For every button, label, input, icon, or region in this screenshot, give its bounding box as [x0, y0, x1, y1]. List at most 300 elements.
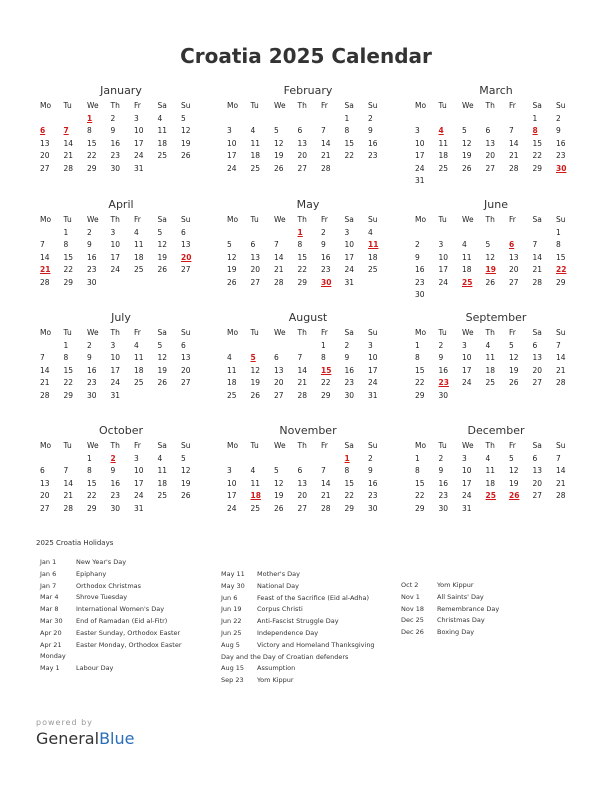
day-cell: 7 [321, 466, 326, 475]
weekday-label: Mo [40, 328, 52, 337]
holiday-row [401, 604, 499, 616]
holiday-name: Shrove Tuesday [76, 593, 128, 602]
day-cell: 18 [157, 138, 168, 148]
empty-cell [64, 453, 88, 466]
day-cell: 13 [181, 240, 191, 249]
day-cell: 24 [462, 491, 472, 500]
day-cell: 26 [509, 378, 519, 387]
day-cell: 9 [368, 126, 373, 135]
day-cell: 23 [368, 491, 378, 500]
empty-cell [274, 453, 298, 466]
weekday-label: Sa [532, 101, 542, 110]
day-cell: 29 [344, 503, 355, 513]
day-cell: 10 [462, 353, 472, 362]
holiday-name: National Day [257, 581, 299, 590]
day-cell: 25 [157, 491, 168, 500]
holiday-name: Christmas Day [437, 616, 485, 625]
holiday-name: Orthodox Christmas [76, 581, 142, 590]
day-cell: 21 [556, 478, 566, 488]
day-cell: 7 [40, 240, 45, 249]
weekday-label: Su [181, 441, 191, 450]
day-cell: 11 [462, 252, 472, 262]
empty-cell [415, 113, 439, 126]
day-cell: 6 [40, 466, 45, 475]
holiday-day-cell: 1 [87, 113, 93, 123]
day-cell: 9 [368, 466, 373, 475]
day-cell: 18 [250, 151, 261, 160]
month-may [227, 197, 389, 289]
day-cell: 11 [157, 126, 168, 135]
day-cell: 12 [509, 353, 519, 362]
month-name: January [100, 84, 142, 97]
holiday-day-cell: 19 [485, 265, 496, 274]
day-cell: 29 [532, 163, 543, 173]
day-cell: 8 [556, 240, 561, 249]
holiday-day-cell: 6 [40, 126, 46, 135]
day-cell: 3 [462, 453, 467, 463]
holiday-day-cell: 2 [110, 453, 116, 463]
holiday-day-cell: 1 [344, 453, 350, 463]
weekday-label: Mo [227, 441, 239, 450]
day-cell: 31 [462, 503, 472, 513]
day-cell: 25 [438, 163, 449, 173]
day-cell: 28 [63, 163, 74, 173]
day-cell: 24 [110, 265, 121, 274]
day-cell: 19 [157, 365, 168, 375]
day-cell: 12 [485, 252, 496, 262]
day-cell: 29 [63, 390, 74, 400]
day-cell: 14 [509, 138, 519, 148]
holiday-name: Victory and Homeland Thanksgiving [257, 640, 375, 649]
day-cell: 19 [462, 151, 472, 160]
weekday-label: Fr [321, 215, 328, 224]
holiday-date: Sep 23 [221, 676, 244, 685]
day-cell: 27 [181, 265, 191, 274]
holiday-date: Jan 1 [40, 558, 57, 566]
day-cell: 7 [321, 126, 326, 135]
holiday-date: May 11 [221, 570, 245, 578]
day-cell: 13 [509, 252, 519, 262]
weekday-label: Sa [532, 328, 542, 337]
holiday-name: Yom Kippur [257, 676, 294, 685]
day-cell: 10 [134, 466, 144, 475]
day-cell: 6 [274, 353, 279, 362]
day-cell: 2 [438, 453, 444, 463]
day-cell: 20 [274, 378, 284, 387]
holiday-date: Jun 19 [221, 605, 242, 614]
empty-cell [40, 227, 64, 240]
day-cell: 10 [110, 240, 121, 249]
day-cell: 25 [134, 265, 144, 274]
day-cell: 13 [485, 138, 496, 148]
day-cell: 24 [368, 378, 378, 387]
day-cell: 24 [415, 163, 425, 173]
day-cell: 14 [321, 138, 331, 148]
day-cell: 14 [40, 365, 50, 375]
day-cell: 6 [532, 340, 538, 350]
empty-cell [274, 227, 298, 240]
day-cell: 23 [87, 378, 97, 387]
day-cell: 26 [485, 277, 496, 287]
empty-cell [415, 227, 439, 240]
day-cell: 28 [509, 163, 519, 173]
day-cell: 8 [63, 240, 69, 249]
day-cell: 29 [415, 390, 425, 400]
day-cell: 23 [415, 277, 425, 287]
holiday-day-cell: 30 [321, 277, 332, 287]
day-cell: 30 [110, 503, 121, 513]
weekday-label: Su [556, 441, 566, 450]
day-cell: 31 [368, 390, 378, 400]
day-cell: 15 [87, 478, 97, 488]
holiday-name: Corpus Christi [257, 605, 303, 614]
day-cell: 16 [438, 365, 449, 375]
month-days-grid [415, 327, 577, 402]
weekday-label: Tu [63, 215, 72, 224]
day-cell: 7 [509, 126, 514, 135]
day-cell: 10 [227, 478, 237, 488]
day-cell: 23 [438, 491, 449, 500]
day-cell: 13 [532, 353, 543, 362]
weekday-label: Sa [344, 101, 354, 110]
day-cell: 11 [438, 138, 449, 148]
day-cell: 2 [415, 240, 420, 249]
day-cell: 27 [297, 163, 308, 173]
weekday-label: Tu [438, 328, 447, 337]
holiday-row [221, 616, 375, 628]
day-cell: 21 [40, 378, 50, 387]
day-cell: 9 [438, 353, 444, 362]
weekday-label: Sa [344, 328, 354, 337]
day-cell: 31 [415, 176, 425, 185]
weekday-label: We [462, 441, 474, 450]
day-cell: 5 [157, 227, 163, 237]
generalblue-logo [36, 718, 134, 748]
day-cell: 12 [462, 138, 472, 148]
month-days-grid [40, 214, 202, 289]
day-cell: 18 [134, 365, 144, 375]
day-cell: 24 [227, 503, 237, 513]
day-cell: 8 [87, 126, 92, 135]
day-cell: 21 [556, 365, 566, 375]
weekday-label: Mo [40, 101, 52, 110]
day-cell: 23 [344, 378, 355, 387]
weekday-label: Mo [40, 441, 52, 450]
day-cell: 17 [110, 252, 121, 262]
day-cell: 28 [297, 390, 308, 400]
day-cell: 15 [297, 252, 308, 262]
day-cell: 1 [321, 340, 326, 350]
day-cell: 20 [532, 478, 543, 488]
day-cell: 30 [87, 277, 97, 287]
holiday-date: Jun 22 [221, 617, 242, 626]
weekday-label: Fr [134, 441, 141, 450]
day-cell: 15 [63, 252, 74, 262]
day-cell: 27 [532, 378, 543, 387]
holiday-row [40, 616, 182, 628]
holiday-day-cell: 18 [250, 491, 261, 500]
day-cell: 5 [485, 240, 491, 249]
day-cell: 4 [157, 113, 163, 123]
holiday-day-cell: 23 [438, 378, 449, 387]
day-cell: 11 [250, 138, 261, 148]
holiday-name: Easter Sunday, Orthodox Easter [76, 628, 181, 637]
day-cell: 26 [181, 491, 191, 500]
day-cell: 24 [134, 151, 144, 160]
day-cell: 14 [297, 365, 308, 375]
day-cell: 13 [40, 478, 50, 488]
weekday-label: We [87, 328, 99, 337]
day-cell: 22 [63, 265, 74, 274]
day-cell: 10 [134, 126, 144, 135]
day-cell: 16 [368, 138, 378, 148]
day-cell: 7 [556, 340, 561, 350]
holiday-row [401, 580, 499, 592]
weekday-label: Th [110, 101, 120, 110]
month-days-grid [227, 214, 389, 289]
day-cell: 30 [368, 503, 378, 513]
holiday-row [40, 604, 182, 616]
holiday-row [40, 628, 182, 640]
day-cell: 25 [157, 151, 168, 160]
holiday-date: Nov 1 [401, 592, 420, 601]
empty-cell [227, 453, 251, 466]
day-cell: 20 [297, 491, 308, 500]
weekday-label: Tu [250, 441, 259, 450]
day-cell: 7 [556, 453, 561, 463]
holiday-date: Jun 6 [221, 593, 238, 602]
day-cell: 27 [532, 491, 543, 500]
day-cell: 7 [297, 353, 303, 362]
day-cell: 20 [297, 151, 308, 160]
weekday-label: We [462, 328, 474, 337]
day-cell: 7 [63, 466, 69, 475]
day-cell: 1 [415, 453, 420, 463]
day-cell: 9 [556, 126, 561, 135]
day-cell: 6 [297, 466, 303, 475]
holiday-date: Aug 5 [221, 640, 240, 649]
day-cell: 17 [227, 491, 237, 500]
day-cell: 11 [134, 353, 144, 362]
day-cell: 12 [274, 138, 284, 148]
day-cell: 26 [157, 265, 168, 274]
day-cell: 20 [250, 265, 261, 274]
day-cell: 28 [556, 491, 566, 500]
empty-cell [274, 113, 298, 126]
empty-cell [298, 113, 322, 126]
day-cell: 30 [87, 390, 97, 400]
day-cell: 17 [344, 252, 355, 262]
holiday-name: Yom Kippur [437, 581, 474, 589]
day-cell: 10 [227, 138, 237, 148]
weekday-label: We [274, 101, 286, 110]
day-cell: 3 [134, 453, 139, 463]
month-december [415, 423, 577, 515]
page-title: Croatia 2025 Calendar [180, 44, 432, 68]
day-cell: 27 [250, 277, 261, 287]
day-cell: 1 [87, 453, 92, 463]
weekday-label: Su [181, 328, 191, 337]
weekday-label: We [274, 441, 286, 450]
day-cell: 8 [415, 353, 420, 362]
day-cell: 10 [110, 353, 121, 362]
day-cell: 21 [532, 265, 543, 274]
holiday-row [40, 640, 182, 652]
day-cell: 9 [87, 240, 92, 249]
weekday-label: Tu [250, 328, 259, 337]
empty-cell [321, 113, 345, 126]
day-cell: 25 [368, 265, 378, 274]
day-cell: 7 [274, 240, 279, 249]
holiday-name: Assumption [257, 664, 296, 673]
weekday-label: We [462, 215, 474, 224]
holidays-column [40, 557, 182, 675]
weekday-label: Tu [438, 215, 447, 224]
day-cell: 18 [157, 478, 168, 488]
holiday-date: Mar 8 [40, 605, 59, 614]
weekday-label: Tu [63, 101, 72, 110]
weekday-label: Tu [63, 328, 72, 337]
weekday-label: Su [181, 101, 191, 110]
empty-cell [486, 113, 510, 126]
day-cell: 25 [250, 163, 261, 173]
month-name: March [479, 84, 513, 97]
day-cell: 14 [556, 353, 566, 362]
empty-cell [509, 113, 533, 126]
holiday-date: May 30 [221, 581, 245, 590]
weekday-label: Fr [509, 441, 516, 450]
day-cell: 18 [438, 151, 449, 160]
weekday-label: Sa [157, 328, 167, 337]
day-cell: 27 [40, 163, 50, 173]
weekday-label: Tu [438, 101, 447, 110]
holiday-date: Apr 21 [40, 640, 62, 649]
day-cell: 4 [134, 227, 139, 237]
holiday-name: Independence Day [257, 628, 319, 637]
day-cell: 4 [250, 466, 256, 475]
day-cell: 3 [344, 227, 350, 237]
weekday-label: Sa [344, 215, 354, 224]
day-cell: 25 [250, 503, 261, 513]
month-april [40, 197, 202, 289]
day-cell: 10 [415, 138, 425, 148]
day-cell: 22 [344, 491, 355, 500]
empty-cell [40, 453, 64, 466]
day-cell: 4 [485, 453, 491, 463]
holiday-day-cell: 22 [556, 265, 567, 274]
month-name: July [111, 311, 131, 324]
holiday-date: Apr 20 [40, 628, 62, 637]
day-cell: 31 [134, 163, 144, 173]
day-cell: 11 [485, 353, 496, 362]
day-cell: 20 [181, 365, 191, 375]
day-cell: 16 [87, 252, 97, 262]
day-cell: 1 [556, 227, 561, 237]
day-cell: 27 [274, 390, 284, 400]
holiday-day-cell: 26 [509, 491, 520, 500]
weekday-label: We [87, 101, 99, 110]
empty-cell [251, 227, 275, 240]
day-cell: 10 [368, 353, 378, 362]
weekday-label: Th [485, 441, 495, 450]
holiday-name: End of Ramadan (Eid al-Fitr) [76, 616, 168, 625]
day-cell: 10 [438, 252, 449, 262]
day-cell: 12 [250, 365, 261, 375]
day-cell: 31 [110, 390, 121, 400]
day-cell: 16 [438, 478, 449, 488]
holiday-name: Boxing Day [437, 628, 475, 637]
day-cell: 14 [40, 252, 50, 262]
weekday-label: We [87, 441, 99, 450]
day-cell: 11 [157, 466, 168, 475]
day-cell: 18 [368, 252, 378, 262]
weekday-label: Sa [344, 441, 354, 450]
day-cell: 3 [110, 340, 116, 350]
day-cell: 22 [532, 151, 543, 160]
weekday-label: Th [110, 215, 120, 224]
day-cell: 9 [110, 466, 116, 475]
day-cell: 15 [344, 138, 355, 148]
month-name: October [98, 424, 144, 437]
day-cell: 12 [181, 466, 191, 475]
day-cell: 9 [438, 466, 444, 475]
holiday-day-cell: 21 [40, 265, 51, 274]
holiday-date: May 1 [40, 664, 60, 673]
day-cell: 29 [87, 503, 97, 513]
day-cell: 17 [462, 478, 472, 488]
day-cell: 27 [509, 277, 519, 287]
day-cell: 1 [344, 113, 350, 123]
day-cell: 23 [556, 151, 566, 160]
day-cell: 5 [274, 126, 279, 135]
powered-by-text: powered by [36, 718, 93, 727]
day-cell: 4 [368, 227, 373, 237]
day-cell: 13 [40, 138, 50, 148]
day-cell: 9 [87, 353, 92, 362]
day-cell: 21 [63, 491, 74, 500]
day-cell: 20 [40, 151, 50, 160]
day-cell: 6 [532, 453, 538, 463]
day-cell: 31 [134, 503, 144, 513]
day-cell: 22 [321, 378, 331, 387]
day-cell: 20 [485, 151, 496, 160]
weekday-label: Mo [227, 328, 239, 337]
day-cell: 27 [297, 503, 308, 513]
day-cell: 8 [297, 240, 303, 249]
day-cell: 9 [110, 126, 116, 135]
holiday-date: Monday [40, 652, 66, 661]
day-cell: 19 [181, 478, 191, 488]
month-days-grid [227, 327, 389, 402]
weekday-label: Fr [134, 215, 141, 224]
holiday-row [40, 581, 182, 593]
weekday-label: Th [485, 328, 495, 337]
day-cell: 29 [297, 277, 308, 287]
day-cell: 19 [157, 252, 168, 262]
weekday-label: Fr [134, 328, 141, 337]
day-cell: 8 [344, 126, 350, 135]
day-cell: 2 [438, 340, 444, 350]
day-cell: 28 [321, 503, 331, 513]
month-september [415, 310, 577, 402]
day-cell: 4 [250, 126, 256, 135]
month-days-grid [40, 327, 202, 402]
day-cell: 20 [40, 491, 50, 500]
day-cell: 23 [87, 265, 97, 274]
day-cell: 18 [485, 478, 496, 488]
day-cell: 2 [321, 227, 326, 237]
weekday-label: Tu [250, 101, 259, 110]
